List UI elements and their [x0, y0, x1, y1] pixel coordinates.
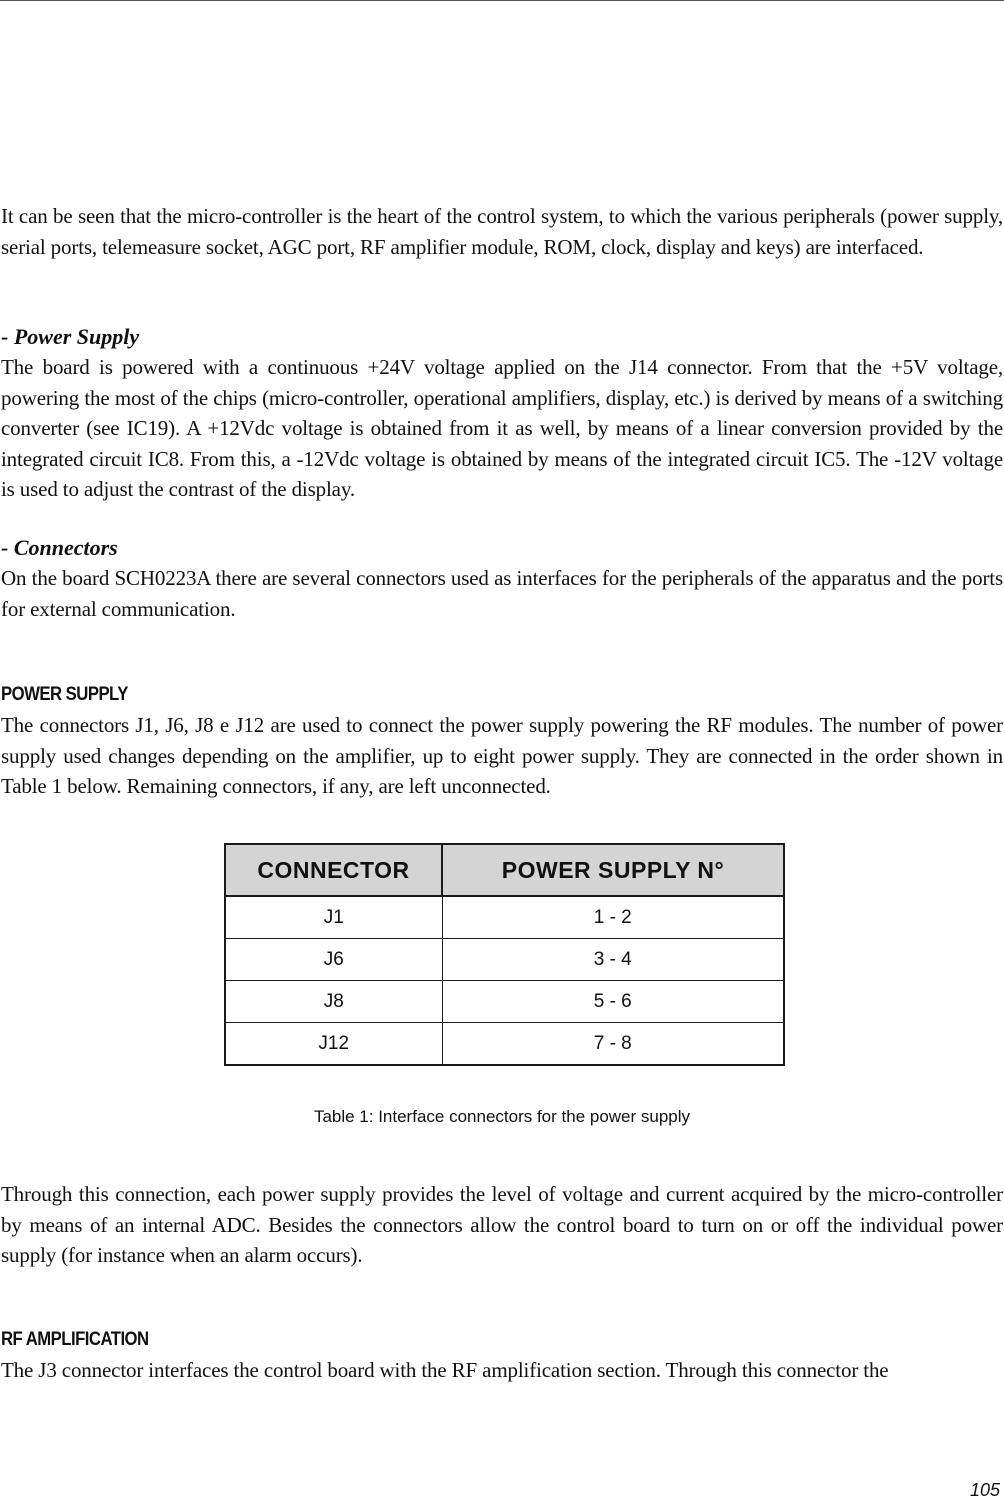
table-row: [225, 939, 784, 981]
power-supply-cell: 7 - 8: [442, 1023, 784, 1066]
connectors-subheading: - Connectors: [1, 535, 118, 560]
table-row: [225, 981, 784, 1023]
intro-paragraph: It can be seen that the micro-controller is the heart of the control system, to which the various peripherals (power supply, serial ports, telemeasure socket, AGC port, RF amplifier module, ROM, clock, display and keys) are interfaced.: [1, 204, 1003, 259]
connector-cell: J12: [225, 1023, 442, 1066]
connectors-paragraph: On the board SCH0223A there are several connectors used as interfaces for the peripherals of the apparatus and the ports for external communication.: [1, 566, 1003, 621]
rf-amplification-paragraph: The J3 connector interfaces the control board with the RF amplification section. Through this connector the: [1, 1358, 889, 1382]
header-connector: CONNECTOR: [225, 844, 442, 896]
after-table-paragraph: Through this connection, each power supply provides the level of voltage and current acquired by the micro-controller by means of an internal ADC. Besides the connectors allow the control board to turn on or off the individual power supply (for instance when an alarm occurs).: [1, 1182, 1003, 1267]
power-supply-cell: 5 - 6: [442, 981, 784, 1023]
power-supply-paragraph: The board is powered with a continuous +24V voltage applied on the J14 connector. From that the +5V voltage, powering the most of the chips (micro-controller, operational amplifiers, display, etc.) is derived by means of a switching converter (see IC19). A +12Vdc voltage is obtained from it as well, by means of a linear conversion provided by the integrated circuit IC8. From this, a -12Vdc voltage is obtained by means of the integrated circuit IC5. The -12V voltage is used to adjust the contrast of the display.: [1, 355, 1003, 501]
connector-table-container: [224, 843, 785, 1066]
table-caption: Table 1: Interface connectors for the power supply: [313, 1107, 691, 1126]
top-rule: [0, 0, 1004, 1]
table-header-row: [225, 844, 784, 896]
power-supply-subheading: - Power Supply: [1, 324, 140, 349]
rf-amplification-heading: RF AMPLIFICATION: [1, 1329, 149, 1350]
header-power-supply: POWER SUPPLY N°: [442, 844, 784, 896]
power-supply-cell: 1 - 2: [442, 896, 784, 939]
table-row: [225, 1023, 784, 1066]
connector-cell: J1: [225, 896, 442, 939]
power-supply-section-paragraph: The connectors J1, J6, J8 e J12 are used to connect the power supply powering the RF modules. The number of power supply used changes depending on the amplifier, up to eight power supply. They are connected in the order shown in Table 1 below. Remaining connectors, if any, are left unconnected.: [1, 713, 1003, 798]
connector-cell: J8: [225, 981, 442, 1023]
power-supply-section-heading: POWER SUPPLY: [1, 684, 128, 705]
connector-cell: J6: [225, 939, 442, 981]
connector-table: [224, 843, 785, 1066]
power-supply-cell: 3 - 4: [442, 939, 784, 981]
table-row: [225, 896, 784, 939]
page-number: 105: [969, 1480, 1000, 1500]
